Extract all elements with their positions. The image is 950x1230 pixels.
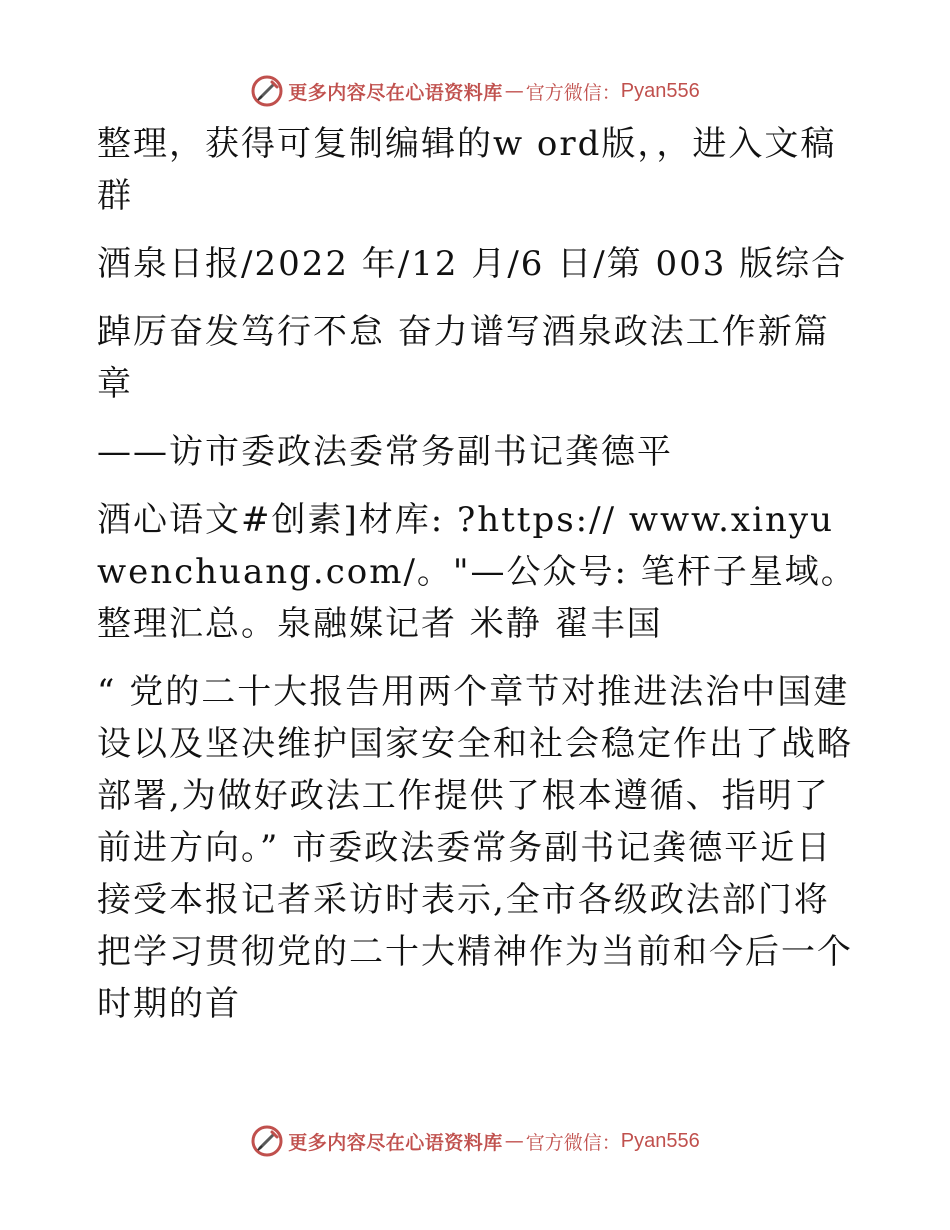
footer-banner xyxy=(0,1121,950,1161)
document-body xyxy=(97,118,857,1030)
banner-wechat-label: 官方微信： xyxy=(525,81,621,104)
intro-paragraph: 整理，获得可复制编辑的w ord版，，进入文稿群 xyxy=(97,124,837,216)
article-title: 踔厉奋发笃行不怠 奋力谱写酒泉政法工作新篇章 xyxy=(97,312,830,404)
banner-brand-text: 更多内容尽在心语资料库 xyxy=(288,1131,503,1154)
banner-wechat-handle: Pyan556 xyxy=(620,1129,700,1152)
article-subtitle: ——访市委政法委常务副书记龚德平 xyxy=(97,432,673,472)
body-paragraph: “ 党的二十大报告用两个章节对推进法治中国建设以及坚决维护国家安全和社会稳定作出了战略部署,为做好政法工作提供了根本遵循、指明了前进方向。” 市委政法委常务副书记龚德平近日接受本报记者采访时表示,全市各级政法部门将把学习贯彻党的二十大精神作为当前和今后一个时期的首 xyxy=(97,672,853,1024)
banner-wechat-label: 官方微信： xyxy=(525,1131,621,1154)
banner-wechat-handle: Pyan556 xyxy=(620,79,700,102)
source-line: 酒泉日报/2022 年/12 月/6 日/第 003 版综合 xyxy=(97,244,848,284)
brand-logo-icon xyxy=(250,1124,284,1158)
byline-paragraph: 酒心语文#创素]材库: ?https:// www.xinyuwenchuang.com/。"—公众号: 笔杆子星域。整理汇总。泉融媒记者 米静 翟丰国 xyxy=(97,500,857,644)
banner-separator: — xyxy=(504,1130,524,1152)
brand-logo-icon xyxy=(250,74,284,108)
banner-brand-text: 更多内容尽在心语资料库 xyxy=(288,81,503,104)
header-banner xyxy=(0,71,950,111)
banner-separator: — xyxy=(504,80,524,102)
